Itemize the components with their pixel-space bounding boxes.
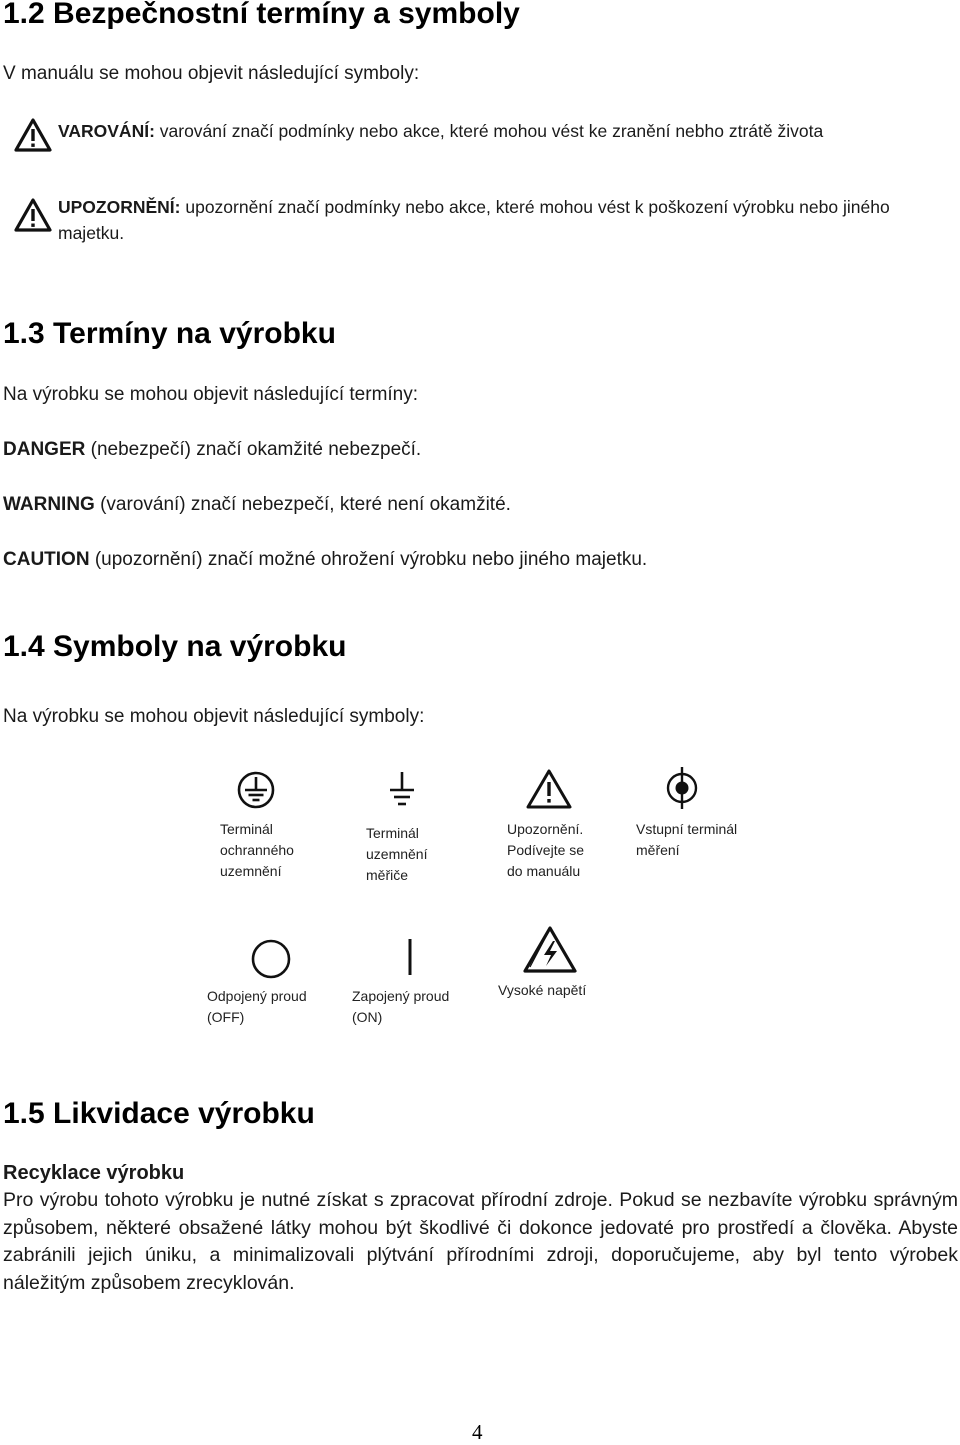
warning-definition (14, 118, 944, 170)
term-name: CAUTION (3, 549, 90, 570)
term-text: (varování) značí nebezpečí, které není okamžité. (94, 494, 511, 515)
recycling-body: Pro výrobu tohoto výrobku je nutné získat s zpracovat přírodní zdroje. Pokud se nezbavíte výrobku správným způsobem, některé obsažené látky mohou být škodlivé či dokonce jedovaté pro prostředí a člověka. Abyste zabránili jejich úniku, a minimalizovali plýtvání přírodními zdroji, doporučujeme, aby byl tento výrobek náležitým způsobem zrecyklován. (3, 1189, 958, 1294)
section-heading-1-4: 1.4 Symboly na výrobku (3, 630, 347, 663)
symbol-power-on (352, 937, 482, 1028)
warning-text: varování značí podmínky nebo akce, které mohou vést ke zranění nebho ztrátě života (154, 121, 824, 141)
term-danger (3, 438, 421, 462)
symbol-input-terminal (636, 766, 766, 861)
section-intro: V manuálu se mohou objevit následující symboly: (3, 63, 420, 84)
section-heading-1-3: 1.3 Termíny na výrobku (3, 317, 336, 350)
power-on-icon (388, 937, 432, 981)
symbol-label: Vstupní terminál měření (636, 821, 738, 858)
term-text: (nebezpečí) značí okamžité nebezpečí. (85, 439, 422, 460)
subheading-recycling: Recyklace výrobku (3, 1162, 185, 1184)
term-name: DANGER (3, 439, 86, 460)
input-terminal-icon (660, 766, 704, 810)
caution-triangle-icon (525, 768, 573, 810)
protective-ground-icon (234, 770, 278, 810)
warning-triangle-icon (14, 118, 52, 152)
high-voltage-icon (522, 925, 578, 975)
page-number: 4 (472, 1420, 483, 1444)
symbol-caution (507, 768, 617, 882)
symbol-power-off (207, 937, 337, 1028)
section-intro: Na výrobku se mohou objevit následující symboly: (3, 706, 425, 727)
term-name: WARNING (3, 494, 95, 515)
caution-text: upozornění značí podmínky nebo akce, které mohou vést k poškození výrobku nebo jiného majetku. (58, 197, 890, 243)
section-heading-1-2: 1.2 Bezpečnostní termíny a symboly (3, 0, 520, 30)
ground-icon (380, 770, 424, 814)
term-warning (3, 493, 511, 517)
caution-definition (14, 194, 944, 246)
term-text: (upozornění) značí možné ohrožení výrobku nebo jiného majetku. (89, 549, 648, 570)
symbol-label: Zapojený proud (ON) (352, 988, 450, 1025)
power-off-icon (249, 937, 293, 981)
caution-term: UPOZORNĚNÍ: (58, 197, 181, 217)
symbol-protective-ground (220, 770, 330, 882)
section-heading-1-5: 1.5 Likvidace výrobku (3, 1097, 315, 1130)
symbol-high-voltage (498, 925, 618, 1001)
warning-triangle-icon (14, 198, 52, 232)
symbol-label: Vysoké napětí (498, 982, 587, 998)
symbol-label: Terminál uzemnění měřiče (366, 825, 428, 883)
symbol-ground (366, 770, 476, 886)
section-intro: Na výrobku se mohou objevit následující termíny: (3, 384, 419, 405)
symbol-label: Odpojený proud (OFF) (207, 988, 307, 1025)
warning-term: VAROVÁNÍ: (58, 121, 155, 141)
symbol-label: Terminál ochranného uzemnění (220, 821, 294, 879)
term-caution (3, 548, 647, 572)
symbol-label: Upozornění. Podívejte se do manuálu (507, 821, 585, 879)
